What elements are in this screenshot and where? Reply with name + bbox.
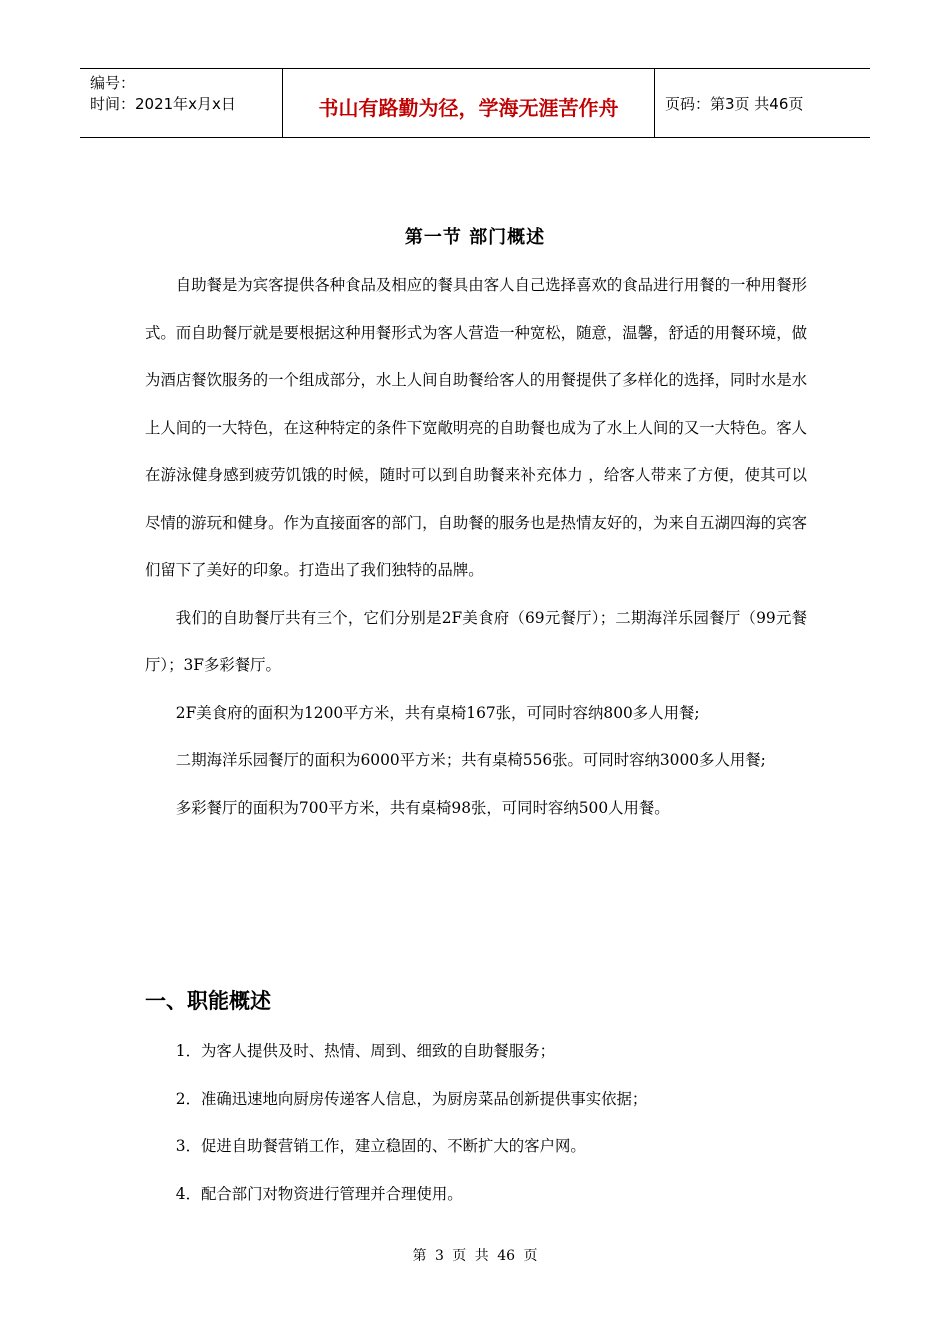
list-item: 4．配合部门对物资进行管理并合理使用。 xyxy=(175,1184,463,1203)
paragraph: 自助餐是为宾客提供各种食品及相应的餐具由客人自己选择喜欢的食品进行用餐的一种用餐形式。而自助餐厅就是要根据这种用餐形式为客人营造一种宽松，随意，温馨，舒适的用餐环境，做为酒店餐饮服务的一个组成部分，水上人间自助餐给客人的用餐提供了多样化的选择，同时水是水上人间的一大特色，在这种特定的条件下宽敞明亮的自助餐也成为了水上人间的又一大特色。客人在游泳健身感到疲劳饥饿的时候，随时可以到自助餐来补充体力 ，给客人带来了方便，使其可以尽情的游玩和健身。作为直接面客的部门，自助餐的服务也是热情友好的，为来自五湖四海的宾客们留下了美好的印象。打造出了我们独特的品牌。 xyxy=(145,276,807,579)
list-item: 1．为客人提供及时、热情、周到、细致的自助餐服务； xyxy=(175,1042,555,1060)
header-number-label: 编号： xyxy=(90,74,136,92)
paragraph: 我们的自助餐厅共有三个，它们分别是2F美食府（69元餐厅）；二期海洋乐园餐厅（99元餐厅）；3F多彩餐厅。 xyxy=(145,608,807,674)
paragraph: 多彩餐厅的面积为700平方米，共有桌椅98张，可同时容纳500人用餐。 xyxy=(175,798,670,817)
heading-functions: 一、职能概述 xyxy=(145,989,271,1013)
paragraph: 2F美食府的面积为1200平方米，共有桌椅167张，可同时容纳800多人用餐; xyxy=(175,703,700,722)
header-page-info: 页码：第3页 共46页 xyxy=(665,94,804,113)
paragraph: 二期海洋乐园餐厅的面积为6000平方米；共有桌椅556张。可同时容纳3000多人用餐; xyxy=(175,751,766,769)
page-footer: 第 3 页 共 46 页 xyxy=(412,1248,538,1264)
header-motto: 书山有路勤为径，学海无涯苦作舟 xyxy=(282,69,655,137)
list-item: 3．促进自助餐营销工作，建立稳固的、不断扩大的客户网。 xyxy=(175,1137,586,1155)
header-meta xyxy=(80,69,282,137)
document-header xyxy=(80,68,870,138)
header-time-label: 时间：2021年x月x日 xyxy=(90,95,236,113)
function-list xyxy=(145,1028,807,1218)
section-title: 第一节 部门概述 xyxy=(404,227,546,248)
body-text xyxy=(145,262,807,832)
list-item: 2．准确迅速地向厨房传递客人信息，为厨房菜品创新提供事实依据； xyxy=(175,1089,648,1108)
